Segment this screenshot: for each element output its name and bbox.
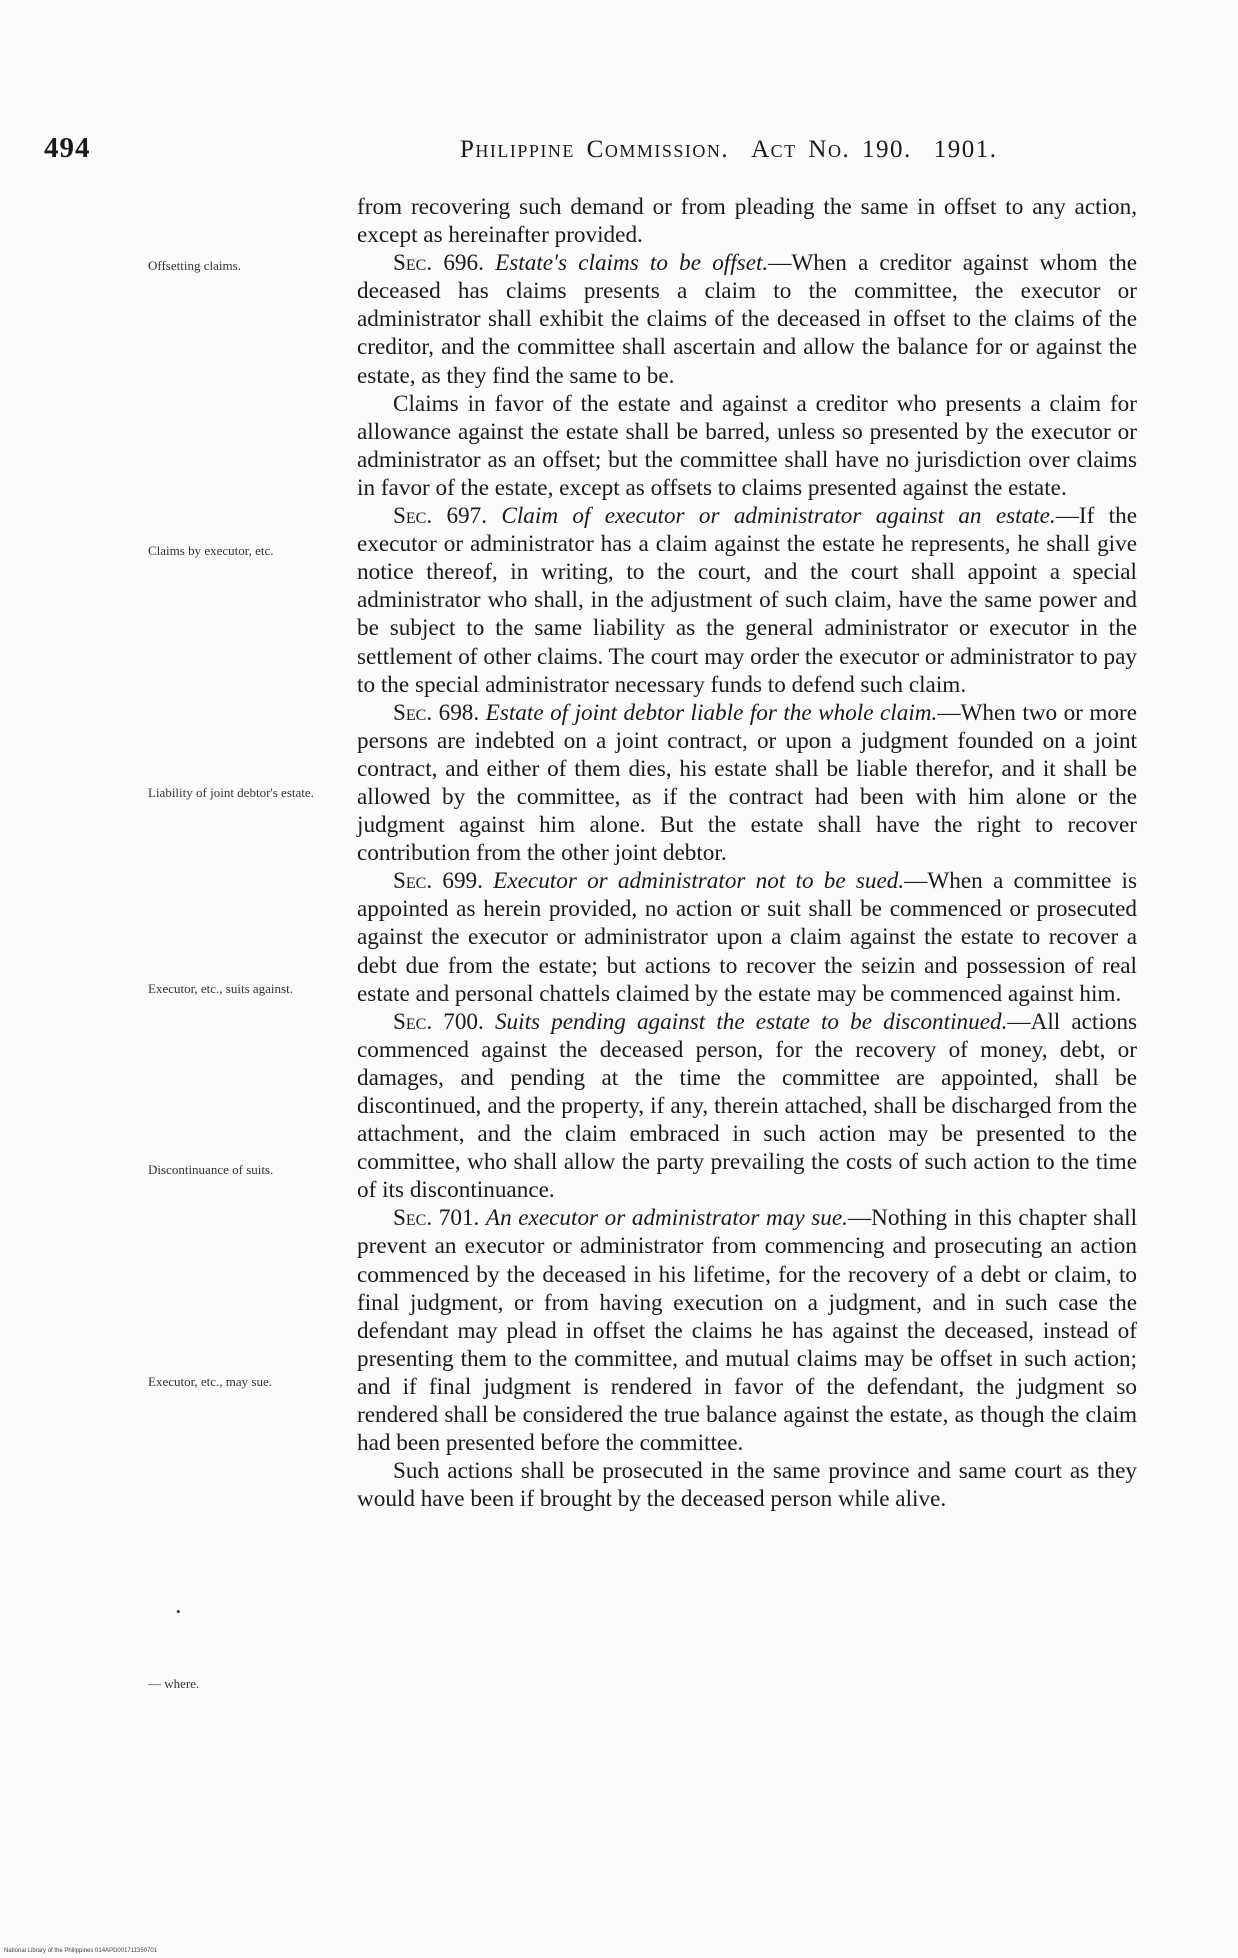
margin-note-liability-joint: Liability of joint debtor's estate.	[148, 785, 314, 800]
running-title: Philippine Commission.	[460, 136, 730, 163]
section-text: —When a committee is appointed as herein provided, no action or suit shall be commenced or prosecuted against the executor or administrator upon a claim against the estate to recover a debt due from the estate; but actions to recover the seizin and possession of real estate and personal chattels claimed by the estate may be commenced against him.	[357, 868, 1137, 1007]
section-700	[357, 1008, 1137, 1205]
section-title: Claim of executor or administrator against an estate.	[501, 503, 1056, 530]
margin-mark: •	[176, 1604, 181, 1619]
margin-note-discontinuance: Discontinuance of suits.	[148, 1162, 274, 1177]
section-text: —When a creditor against whom the deceased has claims presents a claim to the committee, the executor or administrator shall exhibit the claims of the deceased in offset to the claims of the creditor, and the committee shall ascertain and allow the balance for or against the estate, as they find the same to be.	[357, 250, 1138, 389]
act-number: Act No. 190.	[751, 136, 912, 163]
year: 1901.	[933, 136, 998, 163]
margin-note-executor-may-sue: Executor, etc., may sue.	[148, 1374, 273, 1389]
margin-note-executor-suits-against: Executor, etc., suits against.	[148, 981, 293, 996]
section-697	[357, 502, 1137, 699]
section-title: Estate's claims to be offset.	[495, 250, 769, 277]
section-label: Sec. 701.	[393, 1205, 480, 1232]
section-label: Sec. 699.	[393, 868, 483, 895]
paragraph-continued: from recovering such demand or from pleading the same in offset to any action, except as hereinafter provided.	[357, 194, 1137, 249]
body-text	[357, 193, 1137, 1513]
page-number: 494	[44, 132, 91, 164]
section-699	[357, 867, 1137, 1007]
scan-credit: National Library of the Philippines 014APD001711350701	[4, 1948, 157, 1954]
section-701	[357, 1204, 1137, 1457]
section-title: Executor or administrator not to be sued.	[493, 868, 905, 895]
margin-note-where: — where.	[148, 1676, 200, 1691]
section-text: —If the executor or administrator has a claim against the estate he represents, he shall give notice thereof, in writing, to the court, and the court shall appoint a special administrator who shall, in the adjustment of such claim, have the same power and be subject to the same liability as the general administrator or executor in the settlement of other claims. The court may order the executor or administrator to pay to the special administrator necessary funds to defend such claim.	[357, 503, 1138, 698]
paragraph-claims-in-favor: Claims in favor of the estate and against a creditor who presents a claim for allowance against the estate shall be barred, unless so presented by the executor or administrator as an offset; but the committee shall have no jurisdiction over claims in favor of the estate, except as offsets to claims presented against the estate.	[357, 390, 1137, 501]
paragraph-where: Such actions shall be prosecuted in the same province and same court as they would have been if brought by the deceased person while alive.	[357, 1458, 1137, 1513]
section-label: Sec. 700.	[393, 1008, 484, 1035]
section-698	[357, 699, 1137, 868]
section-label: Sec. 698.	[393, 699, 480, 726]
section-label: Sec. 697.	[393, 503, 488, 530]
section-text: —Nothing in this chapter shall prevent an executor or administrator from commencing and prosecuting an action commenced by the deceased in his lifetime, for the recovery of a debt or claim, to final judgment, or from having execution on a judgment, and in such case the defendant may plead in offset the claims he has against the deceased, instead of presenting them to the committee, and mutual claims may be offset in such action; and if final judgment is rendered in favor of the defendant, the judgment so rendered shall be considered the true balance against the estate, as though the claim had been presented before the committee.	[357, 1205, 1138, 1457]
margin-note-claims-by-executor: Claims by executor, etc.	[148, 543, 274, 558]
section-696	[357, 249, 1137, 389]
section-label: Sec. 696.	[393, 250, 484, 277]
section-title: An executor or administrator may sue.	[485, 1205, 848, 1232]
section-title: Estate of joint debtor liable for the whole claim.	[485, 699, 938, 726]
margin-note-offsetting: Offsetting claims.	[148, 258, 241, 273]
page-header	[0, 132, 1238, 172]
section-title: Suits pending against the estate to be discontinued.	[494, 1008, 1008, 1035]
section-text: —All actions commenced against the deceased person, for the recovery of money, debt, or damages, and pending at the time the committee are appointed, shall be discontinued, and the property, if any, therein attached, shall be discharged from the attachment, and the claim embraced in such action may be presented to the committee, who shall allow the party prevailing the costs of such action to the time of its discontinuance.	[357, 1008, 1137, 1204]
running-head	[460, 136, 997, 164]
section-text: —When two or more persons are indebted on a joint contract, or upon a judgment founded on a joint contract, and either of them dies, his estate shall be liable therefor, and it shall be allowed by the committee, as if the contract had been with him alone or the judgment against him alone. But the estate shall have the right to recover contribution from the other joint debtor.	[357, 699, 1137, 867]
